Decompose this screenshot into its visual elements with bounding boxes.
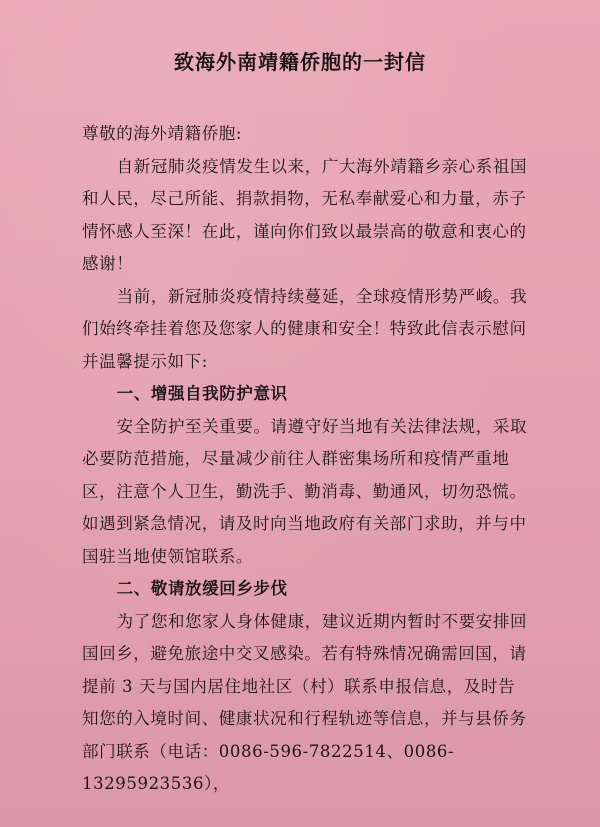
paragraph-delay-return: 为了您和您家人身体健康，建议近期内暂时不要安排回国回乡，避免旅途中交叉感染。若有特殊情况确需回国，请提前 3 天与国内居住地社区（村）联系申报信息，及时告知您的入境时间、健康状况和行程轨迹等信息，并与县侨务部门联系（电话：0086-596-7822514、0086-13295923536）， (82, 611, 528, 793)
section-heading-self-protection: 一、增强自我防护意识 (116, 384, 288, 403)
salutation: 尊敬的海外靖籍侨胞: (82, 124, 243, 143)
paragraph-self-protection: 安全防护至关重要。请遵守好当地有关法律法规，采取必要防范措施，尽量减少前往人群密集场所和疫情严重地区，注意个人卫生，勤洗手、勤消毒、勤通风，切勿恐慌。如遇到紧急情况，请及时向当地政府有关部门求助，并与中国驻当地使领馆联系。 (82, 416, 528, 566)
section-heading-delay-return: 二、敬请放缓回乡步伐 (116, 579, 288, 598)
paragraph-current-situation: 当前，新冠肺炎疫情持续蔓延，全球疫情形势严峻。我们始终牵挂着您及您家人的健康和安全！特致此信表示慰问并温馨提示如下: (82, 286, 528, 371)
letter-title: 致海外南靖籍侨胞的一封信 (174, 50, 426, 74)
letter-body (82, 118, 530, 801)
paragraph-gratitude: 自新冠肺炎疫情发生以来，广大海外靖籍乡亲心系祖国和人民，尽己所能、捐款捐物，无私奉献爱心和力量，赤子情怀感人至深！在此，谨向你们致以最崇高的敬意和衷心的感谢！ (82, 156, 528, 273)
